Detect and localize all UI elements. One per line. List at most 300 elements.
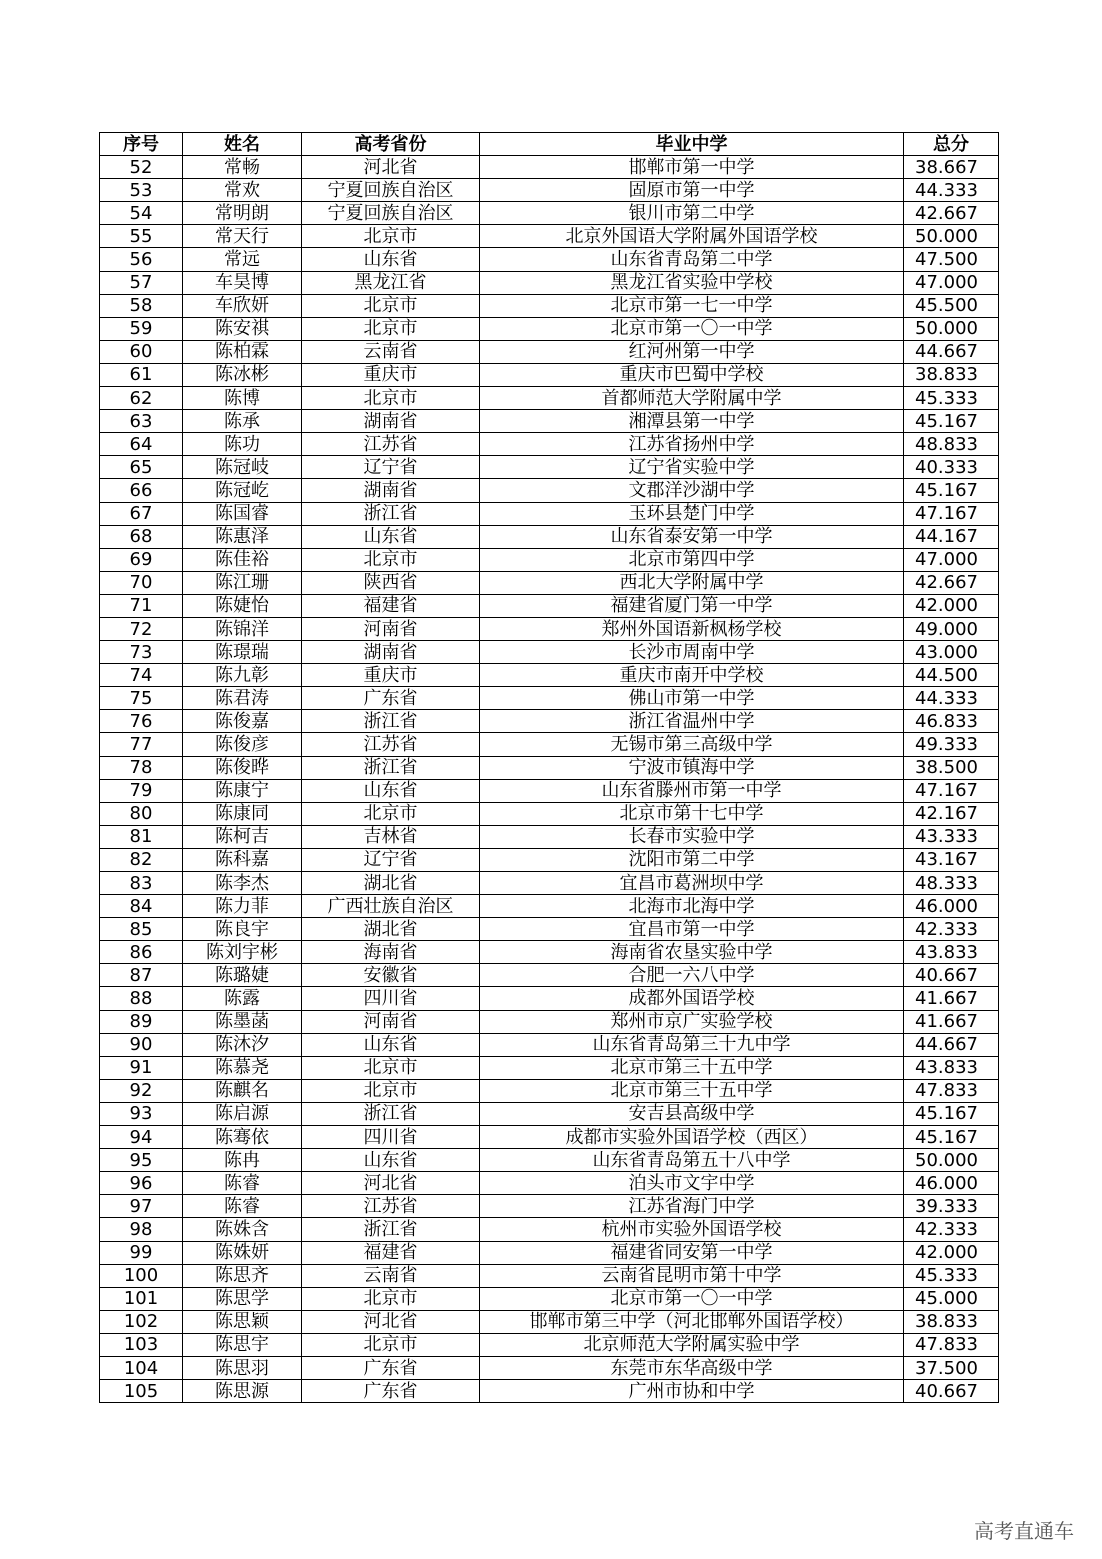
cell-province: 山东省 bbox=[302, 248, 480, 271]
cell-province: 广西壮族自治区 bbox=[302, 895, 480, 918]
cell-index: 72 bbox=[100, 617, 183, 640]
cell-score: 44.167 bbox=[904, 525, 999, 548]
cell-index: 103 bbox=[100, 1333, 183, 1356]
cell-province: 安徽省 bbox=[302, 964, 480, 987]
cell-score: 40.667 bbox=[904, 1380, 999, 1403]
cell-province: 湖北省 bbox=[302, 872, 480, 895]
cell-index: 65 bbox=[100, 456, 183, 479]
cell-school: 成都市实验外国语学校（西区） bbox=[480, 1126, 904, 1149]
cell-score: 44.667 bbox=[904, 1033, 999, 1056]
cell-province: 四川省 bbox=[302, 1126, 480, 1149]
cell-score: 49.000 bbox=[904, 617, 999, 640]
cell-province: 福建省 bbox=[302, 1241, 480, 1264]
header-province: 高考省份 bbox=[302, 133, 480, 156]
cell-province: 广东省 bbox=[302, 687, 480, 710]
cell-index: 68 bbox=[100, 525, 183, 548]
cell-index: 70 bbox=[100, 571, 183, 594]
cell-score: 47.500 bbox=[904, 248, 999, 271]
table-row bbox=[100, 1102, 999, 1125]
cell-province: 北京市 bbox=[302, 1333, 480, 1356]
cell-index: 66 bbox=[100, 479, 183, 502]
cell-name: 陈博 bbox=[183, 387, 302, 410]
cell-school: 北京市第三十五中学 bbox=[480, 1079, 904, 1102]
cell-score: 45.167 bbox=[904, 410, 999, 433]
cell-province: 辽宁省 bbox=[302, 456, 480, 479]
cell-index: 76 bbox=[100, 710, 183, 733]
cell-score: 45.000 bbox=[904, 1287, 999, 1310]
cell-score: 38.833 bbox=[904, 1310, 999, 1333]
table-row bbox=[100, 1149, 999, 1172]
cell-index: 91 bbox=[100, 1056, 183, 1079]
cell-province: 北京市 bbox=[302, 387, 480, 410]
cell-school: 辽宁省实验中学 bbox=[480, 456, 904, 479]
cell-index: 105 bbox=[100, 1380, 183, 1403]
cell-school: 福建省厦门第一中学 bbox=[480, 594, 904, 617]
cell-school: 无锡市第三高级中学 bbox=[480, 733, 904, 756]
cell-province: 浙江省 bbox=[302, 756, 480, 779]
cell-province: 福建省 bbox=[302, 594, 480, 617]
table-row bbox=[100, 1333, 999, 1356]
cell-name: 陈江珊 bbox=[183, 571, 302, 594]
table-row bbox=[100, 363, 999, 386]
table-row bbox=[100, 1310, 999, 1333]
cell-school: 郑州外国语新枫杨学校 bbox=[480, 617, 904, 640]
cell-index: 54 bbox=[100, 202, 183, 225]
cell-school: 长沙市周南中学 bbox=[480, 641, 904, 664]
table-row bbox=[100, 664, 999, 687]
table-row bbox=[100, 1010, 999, 1033]
cell-name: 陈康宁 bbox=[183, 779, 302, 802]
table-row bbox=[100, 571, 999, 594]
table-row bbox=[100, 848, 999, 871]
cell-school: 北京市第四中学 bbox=[480, 548, 904, 571]
cell-index: 86 bbox=[100, 941, 183, 964]
table-row bbox=[100, 456, 999, 479]
cell-index: 74 bbox=[100, 664, 183, 687]
table-row bbox=[100, 779, 999, 802]
table-row bbox=[100, 1033, 999, 1056]
table-row bbox=[100, 433, 999, 456]
cell-school: 北京市第一七一中学 bbox=[480, 294, 904, 317]
cell-score: 50.000 bbox=[904, 225, 999, 248]
cell-score: 47.167 bbox=[904, 779, 999, 802]
cell-index: 80 bbox=[100, 802, 183, 825]
cell-index: 100 bbox=[100, 1264, 183, 1287]
cell-score: 49.333 bbox=[904, 733, 999, 756]
cell-index: 52 bbox=[100, 156, 183, 179]
table-body bbox=[100, 156, 999, 1403]
table-row bbox=[100, 479, 999, 502]
cell-name: 陈柏霖 bbox=[183, 340, 302, 363]
cell-score: 45.167 bbox=[904, 1102, 999, 1125]
cell-school: 江苏省海门中学 bbox=[480, 1195, 904, 1218]
cell-index: 62 bbox=[100, 387, 183, 410]
cell-name: 陈睿 bbox=[183, 1195, 302, 1218]
table-row bbox=[100, 548, 999, 571]
cell-score: 43.833 bbox=[904, 1056, 999, 1079]
cell-index: 87 bbox=[100, 964, 183, 987]
table-row bbox=[100, 987, 999, 1010]
cell-index: 63 bbox=[100, 410, 183, 433]
cell-name: 陈思学 bbox=[183, 1287, 302, 1310]
cell-name: 陈思颖 bbox=[183, 1310, 302, 1333]
cell-name: 陈俊嘉 bbox=[183, 710, 302, 733]
cell-score: 47.833 bbox=[904, 1079, 999, 1102]
cell-score: 42.000 bbox=[904, 1241, 999, 1264]
cell-province: 北京市 bbox=[302, 1056, 480, 1079]
cell-name: 常天行 bbox=[183, 225, 302, 248]
cell-province: 湖北省 bbox=[302, 918, 480, 941]
cell-score: 42.167 bbox=[904, 802, 999, 825]
cell-name: 陈思羽 bbox=[183, 1356, 302, 1379]
cell-name: 常明朗 bbox=[183, 202, 302, 225]
cell-school: 山东省青岛第五十八中学 bbox=[480, 1149, 904, 1172]
table-row bbox=[100, 964, 999, 987]
cell-name: 陈姝妍 bbox=[183, 1241, 302, 1264]
cell-name: 陈安祺 bbox=[183, 317, 302, 340]
table-row bbox=[100, 617, 999, 640]
table-row bbox=[100, 1056, 999, 1079]
cell-school: 杭州市实验外国语学校 bbox=[480, 1218, 904, 1241]
table-row bbox=[100, 156, 999, 179]
table-row bbox=[100, 502, 999, 525]
cell-score: 46.000 bbox=[904, 1172, 999, 1195]
cell-name: 陈李杰 bbox=[183, 872, 302, 895]
cell-school: 首都师范大学附属中学 bbox=[480, 387, 904, 410]
cell-school: 泊头市文宇中学 bbox=[480, 1172, 904, 1195]
cell-score: 42.333 bbox=[904, 1218, 999, 1241]
cell-province: 黑龙江省 bbox=[302, 271, 480, 294]
table-row bbox=[100, 340, 999, 363]
cell-name: 陈婕怡 bbox=[183, 594, 302, 617]
cell-name: 陈骞依 bbox=[183, 1126, 302, 1149]
cell-score: 39.333 bbox=[904, 1195, 999, 1218]
cell-school: 北京市第一〇一中学 bbox=[480, 1287, 904, 1310]
cell-name: 陈国睿 bbox=[183, 502, 302, 525]
cell-school: 宜昌市第一中学 bbox=[480, 918, 904, 941]
cell-province: 浙江省 bbox=[302, 502, 480, 525]
cell-index: 69 bbox=[100, 548, 183, 571]
cell-index: 82 bbox=[100, 848, 183, 871]
cell-score: 45.500 bbox=[904, 294, 999, 317]
cell-score: 46.000 bbox=[904, 895, 999, 918]
cell-index: 81 bbox=[100, 825, 183, 848]
cell-province: 江苏省 bbox=[302, 733, 480, 756]
cell-school: 重庆市巴蜀中学校 bbox=[480, 363, 904, 386]
table-row bbox=[100, 594, 999, 617]
cell-province: 云南省 bbox=[302, 340, 480, 363]
cell-name: 陈佳裕 bbox=[183, 548, 302, 571]
table-row bbox=[100, 271, 999, 294]
table-row bbox=[100, 179, 999, 202]
cell-index: 61 bbox=[100, 363, 183, 386]
table-row bbox=[100, 802, 999, 825]
table-row bbox=[100, 825, 999, 848]
cell-name: 陈麒名 bbox=[183, 1079, 302, 1102]
cell-index: 97 bbox=[100, 1195, 183, 1218]
cell-province: 重庆市 bbox=[302, 664, 480, 687]
cell-province: 河北省 bbox=[302, 1172, 480, 1195]
cell-name: 常畅 bbox=[183, 156, 302, 179]
cell-score: 44.500 bbox=[904, 664, 999, 687]
cell-name: 常欢 bbox=[183, 179, 302, 202]
cell-index: 77 bbox=[100, 733, 183, 756]
header-index: 序号 bbox=[100, 133, 183, 156]
cell-score: 42.333 bbox=[904, 918, 999, 941]
cell-province: 广东省 bbox=[302, 1380, 480, 1403]
cell-name: 陈九彰 bbox=[183, 664, 302, 687]
cell-school: 云南省昆明市第十中学 bbox=[480, 1264, 904, 1287]
table-row bbox=[100, 895, 999, 918]
cell-province: 浙江省 bbox=[302, 1218, 480, 1241]
cell-score: 45.333 bbox=[904, 387, 999, 410]
cell-school: 红河州第一中学 bbox=[480, 340, 904, 363]
cell-index: 56 bbox=[100, 248, 183, 271]
cell-school: 成都外国语学校 bbox=[480, 987, 904, 1010]
cell-province: 海南省 bbox=[302, 941, 480, 964]
cell-score: 37.500 bbox=[904, 1356, 999, 1379]
watermark-text: 高考直通车 bbox=[974, 1519, 1074, 1543]
cell-index: 89 bbox=[100, 1010, 183, 1033]
cell-name: 陈启源 bbox=[183, 1102, 302, 1125]
cell-name: 陈俊彦 bbox=[183, 733, 302, 756]
cell-school: 文郡洋沙湖中学 bbox=[480, 479, 904, 502]
table-row bbox=[100, 1264, 999, 1287]
cell-name: 车昊博 bbox=[183, 271, 302, 294]
cell-school: 东莞市东华高级中学 bbox=[480, 1356, 904, 1379]
cell-score: 50.000 bbox=[904, 317, 999, 340]
cell-school: 山东省滕州市第一中学 bbox=[480, 779, 904, 802]
cell-index: 94 bbox=[100, 1126, 183, 1149]
cell-province: 浙江省 bbox=[302, 710, 480, 733]
header-school: 毕业中学 bbox=[480, 133, 904, 156]
cell-name: 陈冠岐 bbox=[183, 456, 302, 479]
cell-score: 46.833 bbox=[904, 710, 999, 733]
cell-school: 海南省农垦实验中学 bbox=[480, 941, 904, 964]
cell-province: 北京市 bbox=[302, 1287, 480, 1310]
cell-name: 陈承 bbox=[183, 410, 302, 433]
cell-province: 云南省 bbox=[302, 1264, 480, 1287]
cell-score: 38.667 bbox=[904, 156, 999, 179]
cell-name: 陈璐婕 bbox=[183, 964, 302, 987]
cell-province: 山东省 bbox=[302, 779, 480, 802]
cell-index: 58 bbox=[100, 294, 183, 317]
cell-score: 43.833 bbox=[904, 941, 999, 964]
cell-name: 陈姝含 bbox=[183, 1218, 302, 1241]
cell-province: 河南省 bbox=[302, 1010, 480, 1033]
table-row bbox=[100, 941, 999, 964]
cell-index: 99 bbox=[100, 1241, 183, 1264]
table-row bbox=[100, 248, 999, 271]
cell-name: 陈力菲 bbox=[183, 895, 302, 918]
cell-score: 38.500 bbox=[904, 756, 999, 779]
cell-index: 83 bbox=[100, 872, 183, 895]
cell-score: 48.833 bbox=[904, 433, 999, 456]
cell-index: 85 bbox=[100, 918, 183, 941]
cell-province: 湖南省 bbox=[302, 641, 480, 664]
cell-score: 43.000 bbox=[904, 641, 999, 664]
cell-name: 陈思齐 bbox=[183, 1264, 302, 1287]
cell-score: 42.667 bbox=[904, 202, 999, 225]
cell-school: 宁波市镇海中学 bbox=[480, 756, 904, 779]
cell-province: 山东省 bbox=[302, 525, 480, 548]
cell-province: 陕西省 bbox=[302, 571, 480, 594]
cell-score: 47.000 bbox=[904, 548, 999, 571]
table-row bbox=[100, 1218, 999, 1241]
cell-index: 78 bbox=[100, 756, 183, 779]
table-row bbox=[100, 1172, 999, 1195]
score-table bbox=[99, 132, 999, 1403]
cell-school: 佛山市第一中学 bbox=[480, 687, 904, 710]
cell-province: 北京市 bbox=[302, 317, 480, 340]
cell-index: 71 bbox=[100, 594, 183, 617]
cell-province: 江苏省 bbox=[302, 433, 480, 456]
cell-school: 黑龙江省实验中学校 bbox=[480, 271, 904, 294]
cell-name: 陈睿 bbox=[183, 1172, 302, 1195]
cell-school: 山东省泰安第一中学 bbox=[480, 525, 904, 548]
cell-name: 陈思宇 bbox=[183, 1333, 302, 1356]
cell-score: 40.333 bbox=[904, 456, 999, 479]
cell-province: 湖南省 bbox=[302, 479, 480, 502]
cell-school: 宜昌市葛洲坝中学 bbox=[480, 872, 904, 895]
cell-score: 47.000 bbox=[904, 271, 999, 294]
cell-name: 陈功 bbox=[183, 433, 302, 456]
cell-index: 98 bbox=[100, 1218, 183, 1241]
table-row bbox=[100, 733, 999, 756]
cell-province: 河北省 bbox=[302, 1310, 480, 1333]
cell-name: 陈露 bbox=[183, 987, 302, 1010]
cell-school: 湘潭县第一中学 bbox=[480, 410, 904, 433]
cell-name: 陈沐汐 bbox=[183, 1033, 302, 1056]
table-row bbox=[100, 756, 999, 779]
cell-score: 47.167 bbox=[904, 502, 999, 525]
table-row bbox=[100, 1195, 999, 1218]
cell-school: 山东省青岛第三十九中学 bbox=[480, 1033, 904, 1056]
table-row bbox=[100, 387, 999, 410]
cell-province: 浙江省 bbox=[302, 1102, 480, 1125]
cell-school: 邯郸市第三中学（河北邯郸外国语学校） bbox=[480, 1310, 904, 1333]
cell-province: 广东省 bbox=[302, 1356, 480, 1379]
cell-name: 陈科嘉 bbox=[183, 848, 302, 871]
cell-name: 车欣妍 bbox=[183, 294, 302, 317]
cell-province: 北京市 bbox=[302, 802, 480, 825]
cell-index: 84 bbox=[100, 895, 183, 918]
cell-province: 河北省 bbox=[302, 156, 480, 179]
cell-index: 101 bbox=[100, 1287, 183, 1310]
cell-school: 北京市第十七中学 bbox=[480, 802, 904, 825]
cell-score: 45.333 bbox=[904, 1264, 999, 1287]
cell-school: 北京市第三十五中学 bbox=[480, 1056, 904, 1079]
cell-index: 96 bbox=[100, 1172, 183, 1195]
cell-index: 90 bbox=[100, 1033, 183, 1056]
table-row bbox=[100, 918, 999, 941]
cell-name: 陈思源 bbox=[183, 1380, 302, 1403]
cell-school: 固原市第一中学 bbox=[480, 179, 904, 202]
cell-school: 浙江省温州中学 bbox=[480, 710, 904, 733]
cell-index: 93 bbox=[100, 1102, 183, 1125]
cell-name: 陈慕尧 bbox=[183, 1056, 302, 1079]
cell-school: 长春市实验中学 bbox=[480, 825, 904, 848]
cell-score: 41.667 bbox=[904, 987, 999, 1010]
cell-school: 北京市第一〇一中学 bbox=[480, 317, 904, 340]
header-name: 姓名 bbox=[183, 133, 302, 156]
cell-score: 43.333 bbox=[904, 825, 999, 848]
cell-index: 79 bbox=[100, 779, 183, 802]
cell-province: 湖南省 bbox=[302, 410, 480, 433]
cell-score: 40.667 bbox=[904, 964, 999, 987]
table-row bbox=[100, 687, 999, 710]
cell-school: 邯郸市第一中学 bbox=[480, 156, 904, 179]
cell-province: 山东省 bbox=[302, 1033, 480, 1056]
table-row bbox=[100, 1241, 999, 1264]
cell-name: 陈良宇 bbox=[183, 918, 302, 941]
table-row bbox=[100, 202, 999, 225]
cell-name: 陈君涛 bbox=[183, 687, 302, 710]
cell-score: 42.000 bbox=[904, 594, 999, 617]
cell-province: 宁夏回族自治区 bbox=[302, 179, 480, 202]
cell-school: 银川市第二中学 bbox=[480, 202, 904, 225]
cell-index: 95 bbox=[100, 1149, 183, 1172]
cell-name: 陈璟瑞 bbox=[183, 641, 302, 664]
cell-name: 常远 bbox=[183, 248, 302, 271]
cell-index: 67 bbox=[100, 502, 183, 525]
cell-school: 合肥一六八中学 bbox=[480, 964, 904, 987]
table-row bbox=[100, 294, 999, 317]
cell-score: 50.000 bbox=[904, 1149, 999, 1172]
table-row bbox=[100, 1380, 999, 1403]
cell-province: 辽宁省 bbox=[302, 848, 480, 871]
cell-score: 45.167 bbox=[904, 1126, 999, 1149]
cell-province: 北京市 bbox=[302, 1079, 480, 1102]
cell-index: 64 bbox=[100, 433, 183, 456]
cell-province: 江苏省 bbox=[302, 1195, 480, 1218]
cell-province: 北京市 bbox=[302, 225, 480, 248]
cell-school: 北京师范大学附属实验中学 bbox=[480, 1333, 904, 1356]
cell-school: 山东省青岛第二中学 bbox=[480, 248, 904, 271]
cell-name: 陈惠泽 bbox=[183, 525, 302, 548]
cell-score: 44.667 bbox=[904, 340, 999, 363]
table-row bbox=[100, 317, 999, 340]
table-row bbox=[100, 1079, 999, 1102]
cell-province: 重庆市 bbox=[302, 363, 480, 386]
cell-index: 57 bbox=[100, 271, 183, 294]
cell-school: 北海市北海中学 bbox=[480, 895, 904, 918]
cell-school: 西北大学附属中学 bbox=[480, 571, 904, 594]
table-row bbox=[100, 641, 999, 664]
cell-school: 江苏省扬州中学 bbox=[480, 433, 904, 456]
cell-province: 宁夏回族自治区 bbox=[302, 202, 480, 225]
table-row bbox=[100, 1356, 999, 1379]
cell-province: 四川省 bbox=[302, 987, 480, 1010]
cell-name: 陈柯吉 bbox=[183, 825, 302, 848]
header-score: 总分 bbox=[904, 133, 999, 156]
cell-index: 102 bbox=[100, 1310, 183, 1333]
cell-score: 41.667 bbox=[904, 1010, 999, 1033]
cell-school: 玉环县楚门中学 bbox=[480, 502, 904, 525]
cell-school: 广州市协和中学 bbox=[480, 1380, 904, 1403]
cell-index: 53 bbox=[100, 179, 183, 202]
cell-school: 郑州市京广实验学校 bbox=[480, 1010, 904, 1033]
cell-index: 88 bbox=[100, 987, 183, 1010]
table-row bbox=[100, 872, 999, 895]
cell-index: 104 bbox=[100, 1356, 183, 1379]
cell-name: 陈冠屹 bbox=[183, 479, 302, 502]
cell-school: 福建省同安第一中学 bbox=[480, 1241, 904, 1264]
cell-index: 75 bbox=[100, 687, 183, 710]
cell-score: 38.833 bbox=[904, 363, 999, 386]
cell-index: 73 bbox=[100, 641, 183, 664]
cell-score: 44.333 bbox=[904, 179, 999, 202]
